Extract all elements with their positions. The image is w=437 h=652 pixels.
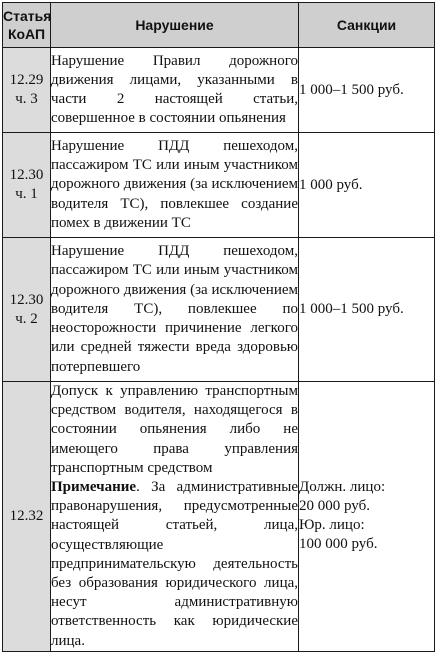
article-number: 12.32 — [9, 507, 44, 524]
violation-text: Нарушение ПДД пешеходом, пассажиром ТС или иным участником дорожного движения (за исключением водителя ТС), повлекшее по неосторожности причинение легкого или средней тяжести вреда здоровью потерпевшего — [51, 243, 298, 375]
note-paragraph — [51, 478, 298, 651]
table-row — [3, 382, 435, 652]
violation-text: Нарушение Правил дорожного движения лицами, указанными в части 2 настоящей статьи, совершенное в состоянии опьянения — [51, 52, 298, 127]
sanction-legal-amount: 100 000 руб. — [299, 536, 378, 553]
table-header — [3, 3, 435, 48]
sanction-cell — [299, 238, 435, 382]
article-cell — [3, 382, 51, 652]
sanction-text: 1 000–1 500 руб. — [299, 81, 404, 98]
header-article — [3, 3, 51, 48]
header-row — [3, 3, 435, 48]
sanction-text: 1 000–1 500 руб. — [299, 301, 404, 317]
violation-cell — [51, 382, 299, 652]
sanction-cell — [299, 382, 435, 652]
header-article-line1: Статья — [3, 8, 52, 24]
article-number: 12.30 — [9, 167, 44, 183]
sanction-legal-label: Юр. лицо: — [299, 517, 365, 534]
header-sanctions: Санкции — [299, 3, 435, 48]
article-number: 12.29 — [9, 72, 44, 88]
article-part: ч. 1 — [15, 186, 38, 202]
article-number: 12.30 — [9, 291, 44, 308]
sanction-official-label: Должн. лицо: — [299, 479, 386, 496]
table-row — [3, 133, 435, 238]
sanction-cell — [299, 133, 435, 238]
article-cell — [3, 238, 51, 382]
table-body — [3, 48, 435, 652]
sanction-cell — [299, 48, 435, 133]
article-cell — [3, 133, 51, 238]
violation-cell — [51, 133, 299, 238]
header-article-line2: КоАП — [7, 26, 46, 42]
table-row — [3, 238, 435, 382]
fines-table — [2, 2, 435, 652]
violation-text: Допуск к управлению транспортным средством водителя, находящегося в состоянии опьянения либо не имеющего права управления транспортным средством — [51, 383, 298, 476]
table-row — [3, 48, 435, 133]
violation-text: Нарушение ПДД пешеходом, пассажиром ТС или иным участником дорожного движения (за исключением водителя ТС), повлекшее создание помех в движении ТС — [51, 137, 298, 231]
sanction-official-amount: 20 000 руб. — [299, 498, 370, 515]
violation-cell — [51, 238, 299, 382]
article-part: ч. 2 — [15, 310, 38, 327]
header-violation: Нарушение — [51, 3, 299, 48]
sanction-text: 1 000 руб. — [299, 176, 363, 193]
article-cell — [3, 48, 51, 133]
note-text: . За административные правонарушения, предусмотренные настоящей статьей, лица, осуществляющие предпринимательскую деятельность без образования юридического лица, несут административную ответственность как юридические лица. — [51, 479, 298, 649]
violation-cell — [51, 48, 299, 133]
note-label: Примечание — [51, 479, 137, 496]
article-part: ч. 3 — [15, 91, 38, 107]
